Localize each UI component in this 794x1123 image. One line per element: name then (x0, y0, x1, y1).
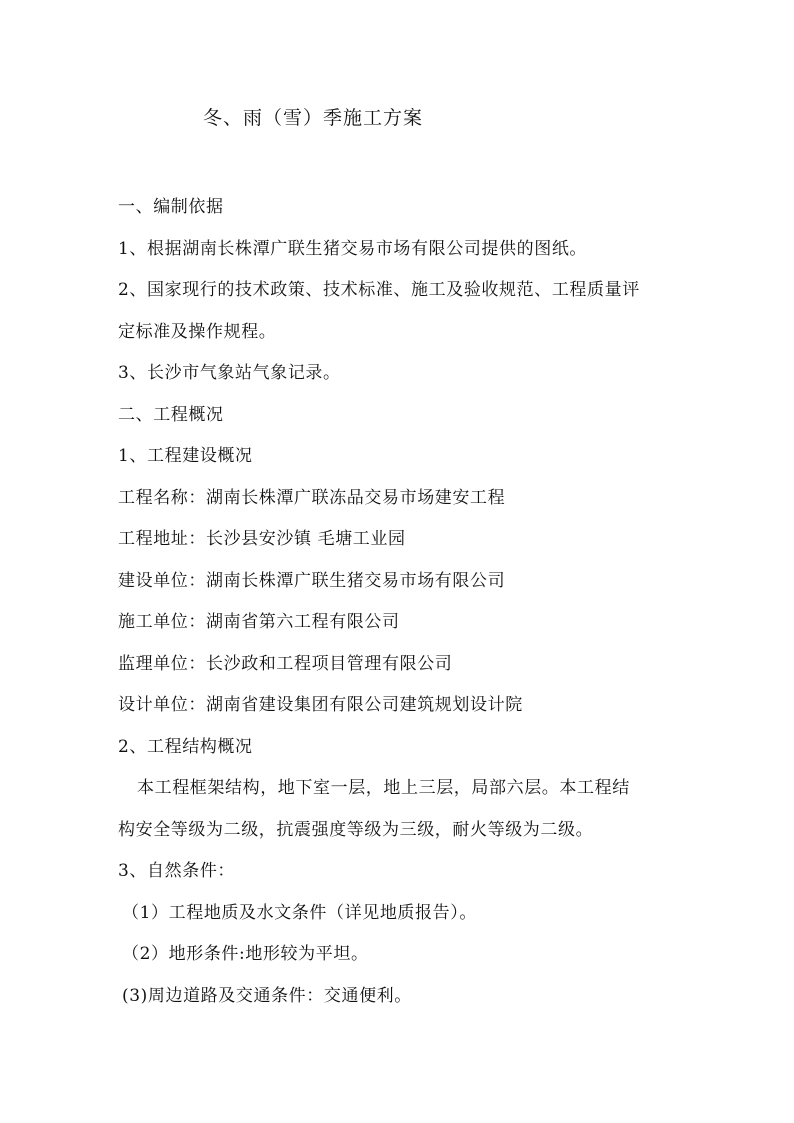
basis-item-2-continued: 定标准及操作规程。 (118, 321, 277, 342)
basis-item-3: 3、长沙市气象站气象记录。 (118, 363, 341, 383)
condition-geology: （1）工程地质及水文条件（详见地质报告）。 (122, 902, 477, 923)
subheading-structure-overview: 2、工程结构概况 (118, 736, 253, 757)
structure-description-continued: 构安全等级为二级，抗震强度等级为三级，耐火等级为二级。 (118, 819, 594, 840)
subheading-construction-overview: 1、工程建设概况 (118, 446, 253, 466)
design-unit: 设计单位：湖南省建设集团有限公司建筑规划设计院 (118, 695, 523, 715)
construction-owner: 建设单位：湖南长株潭广联生猪交易市场有限公司 (118, 570, 506, 591)
section-heading-overview: 二、工程概况 (118, 404, 224, 425)
condition-traffic: (3)周边道路及交通条件：交通便利。 (122, 985, 412, 1006)
basis-item-2: 2、国家现行的技术政策、技术标准、施工及验收规范、工程质量评 (118, 280, 640, 300)
document-body (118, 187, 688, 1017)
basis-item-1: 1、根据湖南长株潭广联生猪交易市场有限公司提供的图纸。 (118, 238, 588, 259)
supervision-unit: 监理单位：长沙政和工程项目管理有限公司 (118, 653, 453, 674)
structure-description: 本工程框架结构，地下室一层，地上三层，局部六层。本工程结 (137, 778, 630, 798)
project-address: 工程地址：长沙县安沙镇 毛塘工业园 (118, 529, 406, 549)
section-heading-basis: 一、编制依据 (118, 197, 224, 217)
document-title: 冬、雨（雪）季施工方案 (203, 107, 424, 129)
construction-contractor: 施工单位：湖南省第六工程有限公司 (118, 612, 400, 632)
project-name: 工程名称：湖南长株潭广联冻品交易市场建安工程 (118, 487, 506, 508)
condition-terrain: （2）地形条件:地形较为平坦。 (122, 944, 369, 964)
subheading-natural-conditions: 3、自然条件： (118, 861, 236, 881)
